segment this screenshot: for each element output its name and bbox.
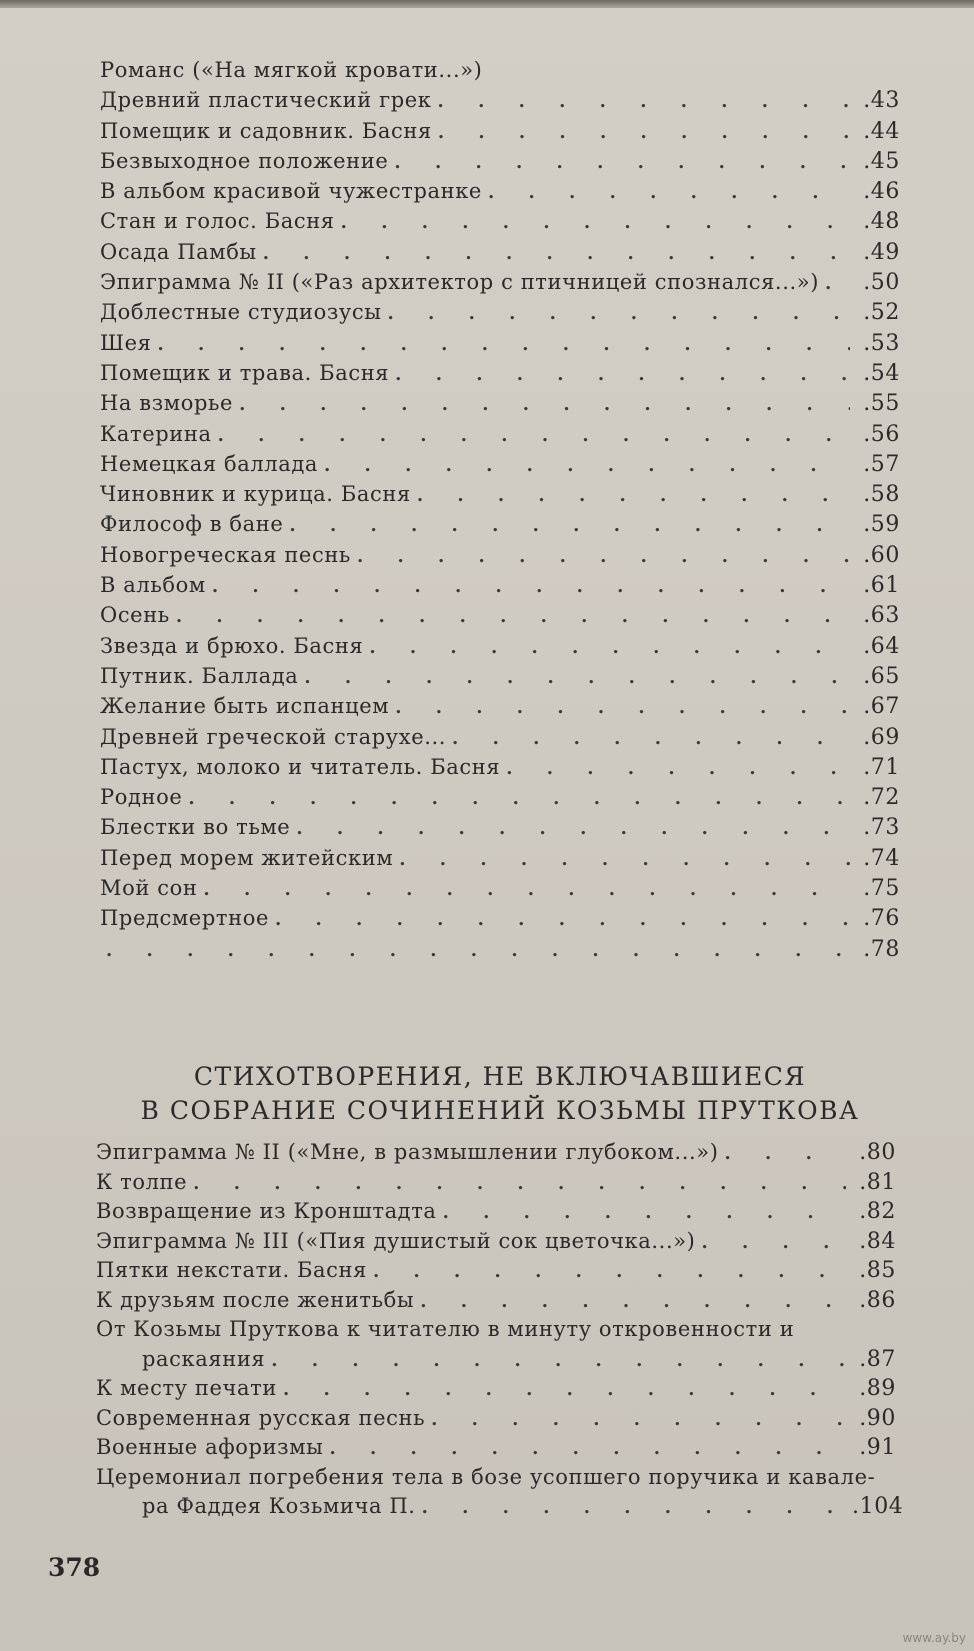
toc-entry-page: .87 [859,1346,896,1372]
toc-entry-title: Предсмертное [100,906,269,931]
toc-entry-page: .89 [859,1376,896,1401]
toc-entry-title: Эпиграмма № II («Мне, в размышлении глубоком...») [96,1140,719,1164]
toc-entry [100,664,900,694]
toc-entry-page: .81 [859,1169,896,1195]
toc-leader [438,91,850,112]
toc-entry-title: В альбом красивой чужестранке [100,179,482,204]
toc-leader [341,212,850,233]
toc-entry [100,149,900,179]
toc-leader [488,182,850,203]
toc-entry [96,1258,896,1288]
toc-leader [701,1232,846,1253]
toc-top-list [100,58,900,967]
toc-leader [422,1497,846,1518]
toc-entry [96,1229,896,1259]
toc-entry [100,846,900,876]
toc-entry [100,119,900,149]
toc-leader [324,455,850,476]
toc-entry-page: .56 [863,421,900,447]
toc-entry-title: К месту печати [96,1376,277,1400]
toc-leader [395,364,850,385]
toc-leader [212,576,850,597]
toc-entry-page: .80 [859,1140,896,1165]
toc-entry [100,88,900,118]
toc-entry [100,725,900,755]
toc-entry-title: Древний пластический грек [100,88,432,113]
toc-entry [96,1465,896,1495]
toc-entry-page: .91 [859,1435,896,1460]
toc-leader [329,1438,846,1459]
toc-entry-page: .52 [863,300,900,326]
toc-leader [296,818,850,839]
toc-entry-page: .43 [863,88,900,114]
toc-entry-title: Пятки некстати. Басня [96,1258,367,1282]
toc-leader [239,394,850,415]
toc-entry-title: Романс («На мягкой кровати...») [100,58,483,82]
toc-entry [100,573,900,603]
toc-leader [452,728,850,749]
toc-leader [388,303,850,324]
toc-entry-title: Помещик и трава. Басня [100,360,390,385]
toc-leader [369,637,850,658]
toc-entry [96,1435,896,1465]
toc-leader [438,122,850,143]
toc-entry [100,58,900,88]
toc-entry-title: Чиновник и курица. Басня [100,482,411,507]
toc-entry [100,452,900,482]
toc-entry [100,482,900,512]
toc-entry [100,785,900,815]
section-heading-line-2: В СОБРАНИЕ СОЧИНЕНИЙ КОЗЬМЫ ПРУТКОВА [140,1096,860,1125]
toc-entry-page: .59 [863,512,900,538]
toc-entry-page: .60 [863,542,900,568]
toc-entry-page: .45 [863,148,900,174]
toc-entry-page: .58 [863,482,900,508]
toc-entry-title: Блестки во тьме [100,815,291,840]
toc-leader [431,1409,846,1430]
toc-entry-title: раскаяния [142,1346,266,1371]
toc-entry-continuation [96,1347,896,1377]
toc-entry [100,815,900,845]
toc-entry [96,1376,896,1406]
toc-entry-page: .69 [863,724,900,750]
toc-entry-page: .71 [863,754,900,780]
toc-leader [203,879,850,900]
toc-leader [357,546,850,567]
toc-entry-title: От Козьмы Пруткова к читателю в минуту откровенности и [96,1317,795,1341]
toc-entry-page: .74 [863,845,900,871]
toc-leader [725,1143,847,1164]
toc-entry-title: Доблестные студиозусы [100,300,382,325]
toc-entry-page: .57 [863,451,900,477]
toc-entry-page: .46 [863,179,900,205]
toc-entry-title: Катерина [100,421,212,446]
toc-entry-title: ра Фаддея Козьмича П. [142,1494,416,1518]
toc-leader [373,1261,846,1282]
toc-entry-title: Древней греческой старухе... [100,724,447,749]
toc-entry-page: .75 [863,876,900,902]
toc-entry-title: К толпе [96,1169,188,1194]
toc-entry-page: .44 [863,118,900,144]
toc-entry [100,543,900,573]
toc-entry-title: Осень [100,603,170,628]
toc-leader [417,485,850,506]
toc-entry-title: Перед морем житейским [100,845,394,870]
toc-leader [218,425,850,446]
toc-entry-title: Церемониал погребения тела в бозе усопшего поручика и кавале- [96,1464,876,1489]
section-heading [90,1060,910,1128]
toc-entry-title: Безвыходное положение [100,148,389,173]
toc-entry-title: Путник. Баллада [100,663,299,688]
toc-entry [96,1170,896,1200]
toc-entry [100,331,900,361]
toc-entry-page: .48 [863,209,900,235]
toc-entry-title: Философ в бане [100,512,284,537]
toc-entry [100,391,900,421]
toc-entry [100,603,900,633]
toc-entry-title: Пастух, молоко и читатель. Басня [100,754,501,779]
page-number: 378 [48,1553,101,1582]
toc-entry-page: .104 [852,1494,904,1519]
toc-entry [100,361,900,391]
watermark: www.ay.by [902,1631,966,1645]
toc-entry-title: Возвращение из Кронштадта [96,1199,437,1223]
toc-entry [96,1317,896,1347]
toc-leader [188,788,850,809]
toc-entry-page: .86 [859,1287,896,1313]
toc-entry [100,300,900,330]
toc-entry [100,209,900,239]
toc-entry-title: В альбом [100,573,206,598]
toc-entry [100,755,900,785]
toc-entry-page: .73 [863,815,900,841]
toc-entry-title: Помещик и садовник. Басня [100,118,432,143]
toc-entry [100,937,900,967]
toc-entry-page: .84 [859,1228,896,1254]
toc-entry-title: Мой сон [100,876,198,901]
toc-entry-title: Осада Памбы [100,239,257,264]
toc-entry-page: .76 [863,906,900,932]
toc-leader [825,273,850,294]
toc-entry-page: .67 [863,694,900,720]
toc-entry [100,422,900,452]
toc-leader [106,940,850,961]
toc-entry-title: Шея [100,330,152,355]
toc-entry-page: .78 [863,936,900,962]
section-heading-line-1: СТИХОТВОРЕНИЯ, НЕ ВКЛЮЧАВШИЕСЯ [193,1062,807,1091]
toc-entry-title: Эпиграмма № III («Пия душистый сок цветочка...») [96,1228,696,1253]
toc-leader [157,334,850,355]
toc-entry [100,694,900,724]
toc-leader [304,667,850,688]
toc-entry-page: .55 [863,391,900,417]
toc-leader [420,1291,846,1312]
toc-leader [506,758,850,779]
toc-entry-page: .61 [863,573,900,599]
toc-entry-title: Эпиграмма № II («Раз архитектор с птичницей спознался...») [100,270,819,295]
toc-leader [289,515,850,536]
toc-entry [100,512,900,542]
toc-bottom-list [96,1140,904,1524]
toc-entry [96,1140,896,1170]
toc-entry-page: .63 [863,603,900,629]
toc-entry-page: .64 [863,633,900,659]
toc-entry [100,876,900,906]
toc-entry-title: Звезда и брюхо. Басня [100,633,364,658]
toc-leader [193,1173,846,1194]
toc-leader [283,1379,846,1400]
toc-leader [271,1350,846,1371]
toc-entry-page: .53 [863,330,900,356]
toc-leader [399,849,850,870]
toc-entry-title: Стан и голос. Басня [100,209,335,234]
toc-entry-title: На взморье [100,391,234,416]
toc-entry-title: Родное [100,785,183,810]
toc-leader [394,152,850,173]
toc-leader [263,243,850,264]
toc-leader [275,909,850,930]
toc-entry-page: .82 [859,1199,896,1224]
page-top-edge [0,0,974,8]
toc-entry-title: Желание быть испанцем [100,694,390,719]
toc-leader [443,1202,846,1223]
toc-entry [100,270,900,300]
toc-entry-page: .54 [863,360,900,386]
toc-entry-page: .65 [863,663,900,689]
toc-entry [100,634,900,664]
toc-entry [96,1199,896,1229]
toc-leader [176,606,850,627]
toc-entry-title: Новогреческая песнь [100,542,351,567]
toc-entry [100,179,900,209]
toc-entry-title: Военные афоризмы [96,1435,324,1459]
toc-leader [395,697,850,718]
toc-entry-page: .49 [863,239,900,265]
toc-entry-title: Немецкая баллада [100,451,318,476]
toc-entry-page: .90 [859,1405,896,1431]
toc-entry-title: К друзьям после женитьбы [96,1287,415,1312]
toc-entry [96,1288,896,1318]
toc-entry-page: .72 [863,785,900,811]
toc-entry-page: .50 [863,270,900,296]
toc-entry [100,906,900,936]
toc-entry-title: Современная русская песнь [96,1405,426,1430]
toc-entry-continuation [96,1494,904,1524]
toc-entry [100,240,900,270]
toc-entry [96,1406,896,1436]
toc-entry-page: .85 [859,1258,896,1283]
